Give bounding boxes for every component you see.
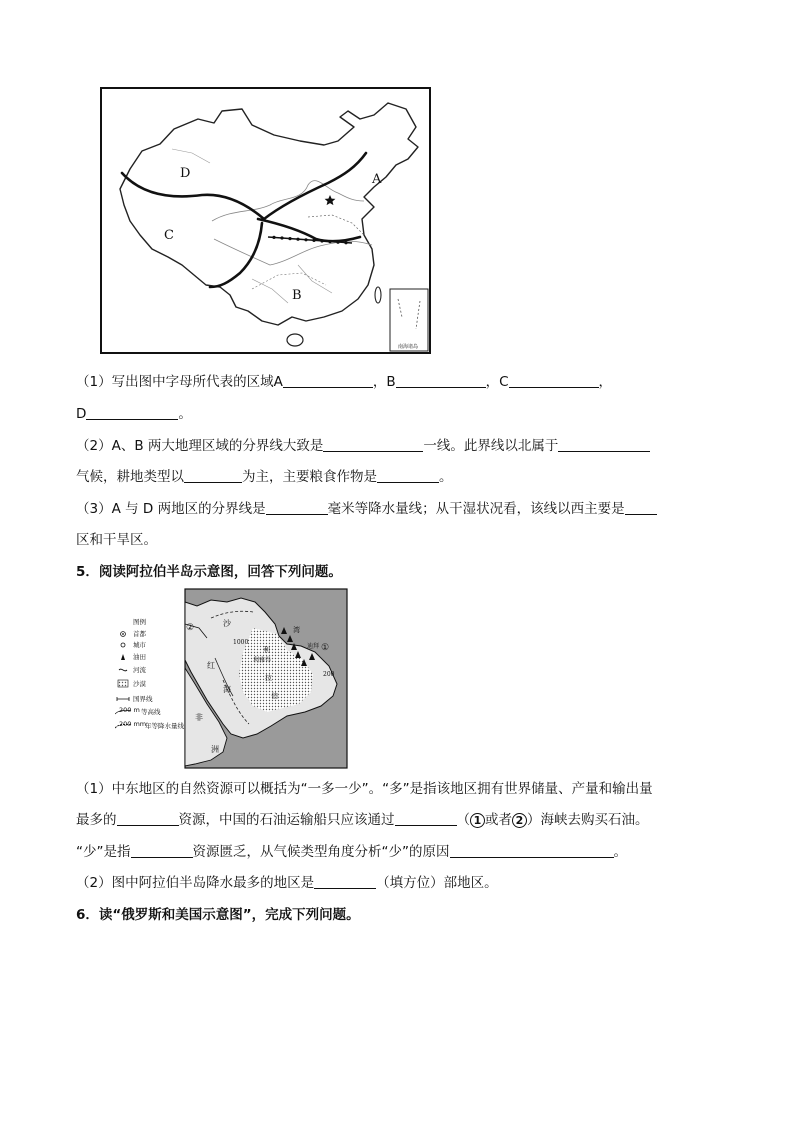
strait-marker-2: ② xyxy=(186,623,195,633)
q5-p2-prompt: （2）图中阿拉伯半岛降水最多的地区是 xyxy=(76,875,315,891)
svg-text:年等降水量线: 年等降水量线 xyxy=(145,722,184,730)
circled-1: 1 xyxy=(470,813,485,828)
q4-p3-mid: 毫米等降水量线；从干湿状况看，该线以西主要是 xyxy=(327,501,625,517)
svg-text:城市: 城市 xyxy=(133,641,146,649)
q5-p1-less: “少”是指 xyxy=(76,844,131,860)
svg-text:200 m: 200 m xyxy=(119,706,140,714)
answer-blank-precip[interactable] xyxy=(266,500,328,515)
q4-p2-period: 。 xyxy=(439,469,453,485)
q5-p1-ship: 资源，中国的石油运输船只应该通过 xyxy=(178,812,395,828)
svg-text:国界线: 国界线 xyxy=(133,695,153,703)
q5-part2 xyxy=(76,873,498,893)
hainan-island xyxy=(287,334,303,346)
q6-title xyxy=(76,905,360,925)
q4-p1-prompt: （1）写出图中字母所代表的区域A xyxy=(76,374,283,390)
svg-text:首都: 首都 xyxy=(133,630,146,638)
circled-2: 2 xyxy=(512,813,527,828)
q5-p1-paren: （ xyxy=(456,812,470,828)
q5-part1-line2 xyxy=(76,810,649,830)
svg-text:油田: 油田 xyxy=(133,653,146,661)
capital-star-icon xyxy=(325,195,336,205)
south-sea-inset xyxy=(390,289,428,351)
region-label-a: A xyxy=(372,172,382,187)
map-label-li: 利 xyxy=(263,646,270,654)
q4-p3-prompt: （3）A 与 D 两地区的分界线是 xyxy=(76,501,266,517)
map-label-hong: 红 xyxy=(207,661,215,670)
region-label-b: B xyxy=(292,288,302,303)
answer-blank-d[interactable] xyxy=(86,405,178,420)
answer-blank-crop[interactable] xyxy=(377,468,439,483)
map-label-city: 利雅得 xyxy=(253,657,272,664)
map-label-fei: 非 xyxy=(195,713,203,722)
q5-p1-prompt: （1）中东地区的自然资源可以概括为“一多一少”。“多”是指该地区拥有世界储量、产量和输出量 xyxy=(76,781,653,797)
answer-blank-reason[interactable] xyxy=(450,843,614,858)
svg-text:图例: 图例 xyxy=(133,618,146,626)
q5-p1-reason: 资源匮乏，从气候类型角度分析“少”的原因 xyxy=(192,844,450,860)
q5-part1-line3 xyxy=(76,842,627,862)
map-label-200: 200 xyxy=(323,671,335,678)
q4-p1-comma: ， xyxy=(598,374,613,390)
boundary-north xyxy=(264,153,366,219)
q4-part3-line2 xyxy=(76,530,157,550)
q6-title-text: ．读“俄罗斯和美国示意图”，完成下列问题。 xyxy=(85,907,360,923)
q5-title-text: ．阅读阿拉伯半岛示意图，回答下列问题。 xyxy=(85,564,342,580)
boundary-dc xyxy=(122,173,264,219)
q5-number: 5 xyxy=(76,564,86,580)
map-label-zhou: 洲 xyxy=(211,745,219,754)
answer-blank-strait[interactable] xyxy=(395,811,457,826)
map-label-dubai: 迪拜 xyxy=(307,643,320,650)
q4-part1-line1 xyxy=(76,372,612,392)
taiwan-island xyxy=(375,287,381,303)
q6-number: 6 xyxy=(76,907,86,923)
map-label-1000: 1000 xyxy=(233,639,249,646)
china-map-drawing xyxy=(102,89,429,352)
q4-p2-cont: 气候，耕地类型以 xyxy=(76,469,184,485)
map-label-bo: 伯 xyxy=(271,692,278,700)
svg-text:河流: 河流 xyxy=(133,666,146,674)
map-label-wan: 湾 xyxy=(293,626,300,634)
q4-part1-line2 xyxy=(76,404,192,424)
strait-marker-1: ① xyxy=(321,643,330,653)
q5-p1-most: 最多的 xyxy=(76,812,117,828)
map-label-hai: 海 xyxy=(223,685,231,694)
svg-text:等高线: 等高线 xyxy=(141,708,161,716)
answer-blank-direction[interactable] xyxy=(314,874,376,889)
q4-p2-prompt: （2）A、B 两大地理区域的分界线大致是 xyxy=(76,438,324,454)
answer-blank-c[interactable] xyxy=(509,373,599,388)
map-legend xyxy=(115,617,185,730)
q4-p2-mid: 一线。此界线以北属于 xyxy=(423,438,559,454)
arabian-peninsula-map xyxy=(115,588,349,769)
q4-p1-label-c: ，C xyxy=(485,374,509,390)
arabia-map-drawing xyxy=(115,588,349,769)
q5-title xyxy=(76,562,342,582)
svg-text:200 mm: 200 mm xyxy=(119,720,147,728)
answer-blank-scarce[interactable] xyxy=(131,843,193,858)
q5-p1-strait-end: ）海峡去购买石油。 xyxy=(527,812,649,828)
q4-part3-line1 xyxy=(76,499,657,519)
boundary-cb xyxy=(210,223,262,287)
q5-p1-period: 。 xyxy=(613,844,627,860)
q4-p3-end: 区和干旱区。 xyxy=(76,532,157,548)
answer-blank-dryness[interactable] xyxy=(625,500,657,515)
inset-caption: 南海诸岛 xyxy=(397,344,419,350)
q4-p1-label-d: D xyxy=(76,406,87,422)
region-label-d: D xyxy=(180,166,191,181)
answer-blank-b[interactable] xyxy=(396,373,486,388)
answer-blank-a[interactable] xyxy=(283,373,373,388)
q4-part2-line1 xyxy=(76,436,650,456)
region-label-c: C xyxy=(164,228,174,243)
svg-text:沙漠: 沙漠 xyxy=(133,680,146,688)
q5-p2-end: （填方位）部地区。 xyxy=(376,875,498,891)
answer-blank-farmland[interactable] xyxy=(184,468,242,483)
q4-p2-crop: 为主，主要粮食作物是 xyxy=(242,469,377,485)
map-label-sha: 沙 xyxy=(223,619,231,628)
q4-p1-label-b: ，B xyxy=(372,374,396,390)
answer-blank-resource[interactable] xyxy=(117,811,179,826)
china-region-map xyxy=(100,87,431,354)
q5-p1-or: 或者 xyxy=(485,812,512,828)
q4-part2-line2 xyxy=(76,467,453,487)
map-label-la: 拉 xyxy=(265,674,272,682)
q4-p1-period: 。 xyxy=(178,406,192,422)
answer-blank-boundary[interactable] xyxy=(323,437,423,452)
q5-part1-line1 xyxy=(76,779,653,799)
answer-blank-climate[interactable] xyxy=(558,437,650,452)
